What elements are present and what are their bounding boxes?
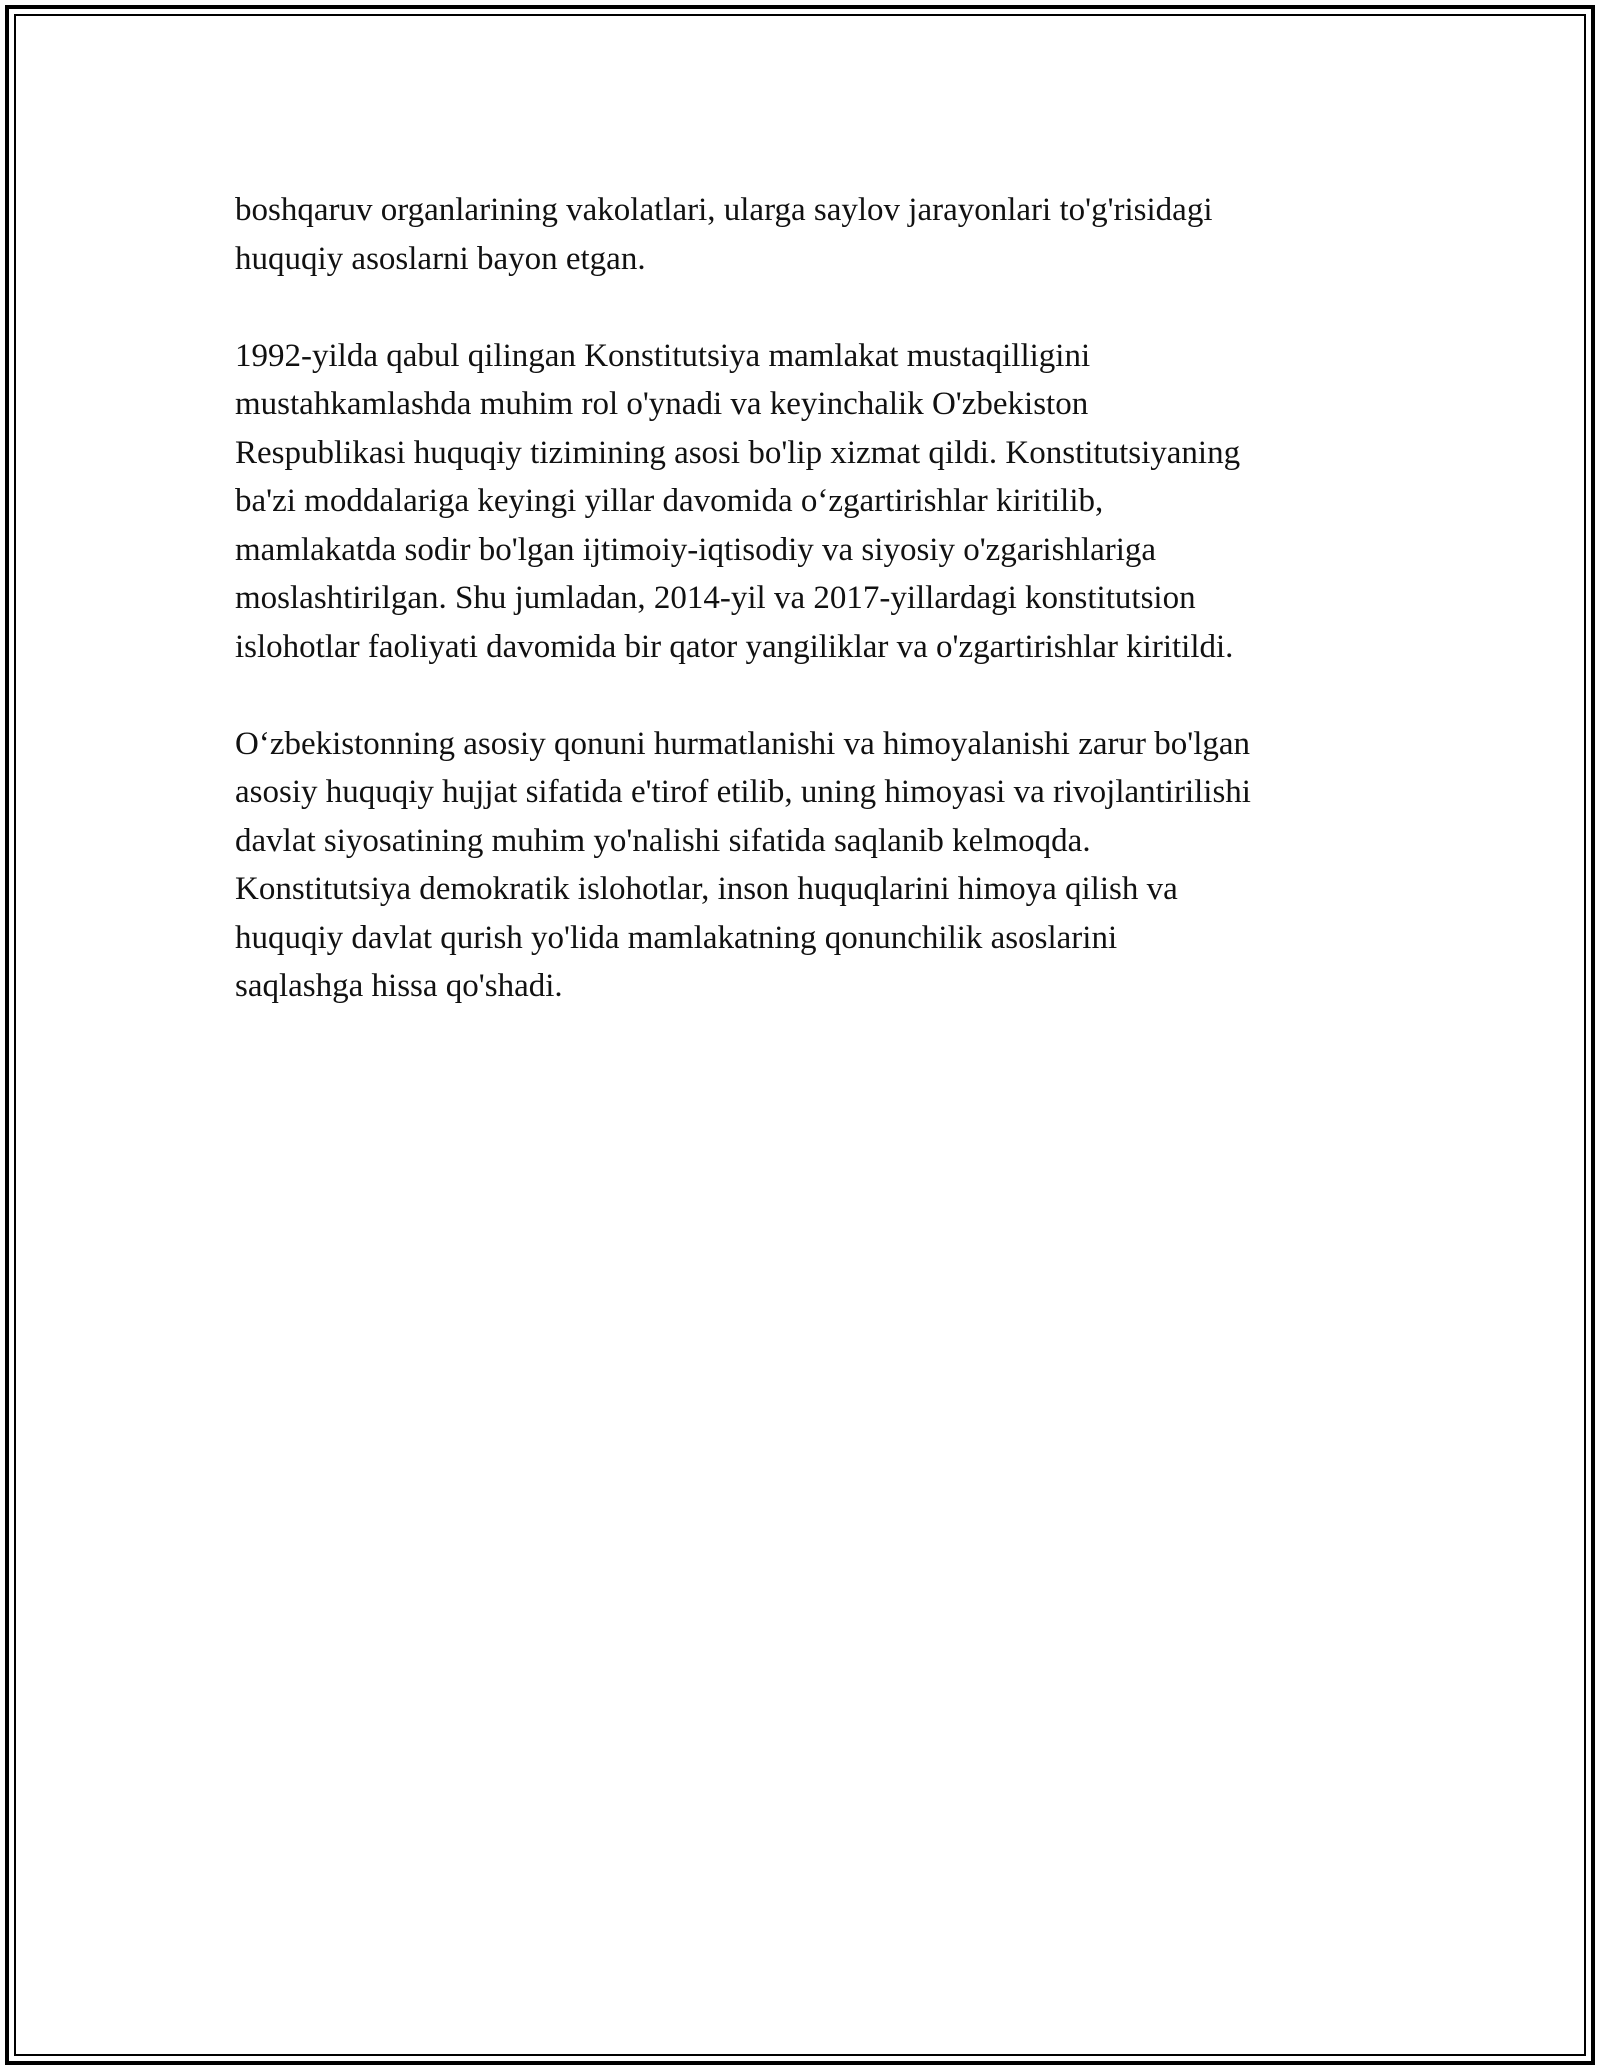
text-line: davlat siyosatining muhim yo'nalishi sifatida saqlanib kelmoqda.: [235, 822, 1091, 859]
text-line: O‘zbekistonning asosiy qonuni hurmatlanishi va himoyalanishi zarur bo'lgan: [235, 725, 1251, 762]
paragraph-1: [235, 186, 1375, 283]
text-line: huquqiy asoslarni bayon etgan.: [235, 240, 646, 277]
text-line: saqlashga hissa qo'shadi.: [235, 968, 563, 1004]
text-line: Konstitutsiya demokratik islohotlar, inson huquqlarini himoya qilish va: [235, 871, 1178, 907]
text-line: 1992-yilda qabul qilingan Konstitutsiya mamlakat mustaqilligini: [235, 337, 1091, 374]
text-line: huquqiy davlat qurish yo'lida mamlakatning qonunchilik asoslarini: [235, 919, 1118, 956]
document-body: [235, 186, 1375, 1059]
paragraph-3: [235, 720, 1375, 1011]
text-line: Respublikasi huquqiy tizimining asosi bo'lip xizmat qildi. Konstitutsiyaning: [235, 434, 1241, 471]
paragraph-2: [235, 332, 1375, 672]
text-line: boshqaruv organlarining vakolatlari, ularga saylov jarayonlari to'g'risidagi: [235, 192, 1213, 228]
text-line: islohotlar faoliyati davomida bir qator yangiliklar va o'zgartirishlar kiritildi.: [235, 628, 1234, 665]
text-line: ba'zi moddalariga keyingi yillar davomida o‘zgartirishlar kiritilib,: [235, 483, 1104, 519]
text-line: asosiy huquqiy hujjat sifatida e'tirof etilib, uning himoyasi va rivojlantirilishi: [235, 774, 1251, 810]
text-line: mamlakatda sodir bo'lgan ijtimoiy-iqtisodiy va siyosiy o'zgarishlariga: [235, 531, 1157, 568]
text-line: mustahkamlashda muhim rol o'ynadi va keyinchalik O'zbekiston: [235, 386, 1089, 422]
text-line: moslashtirilgan. Shu jumladan, 2014-yil va 2017-yillardagi konstitutsion: [235, 580, 1196, 616]
